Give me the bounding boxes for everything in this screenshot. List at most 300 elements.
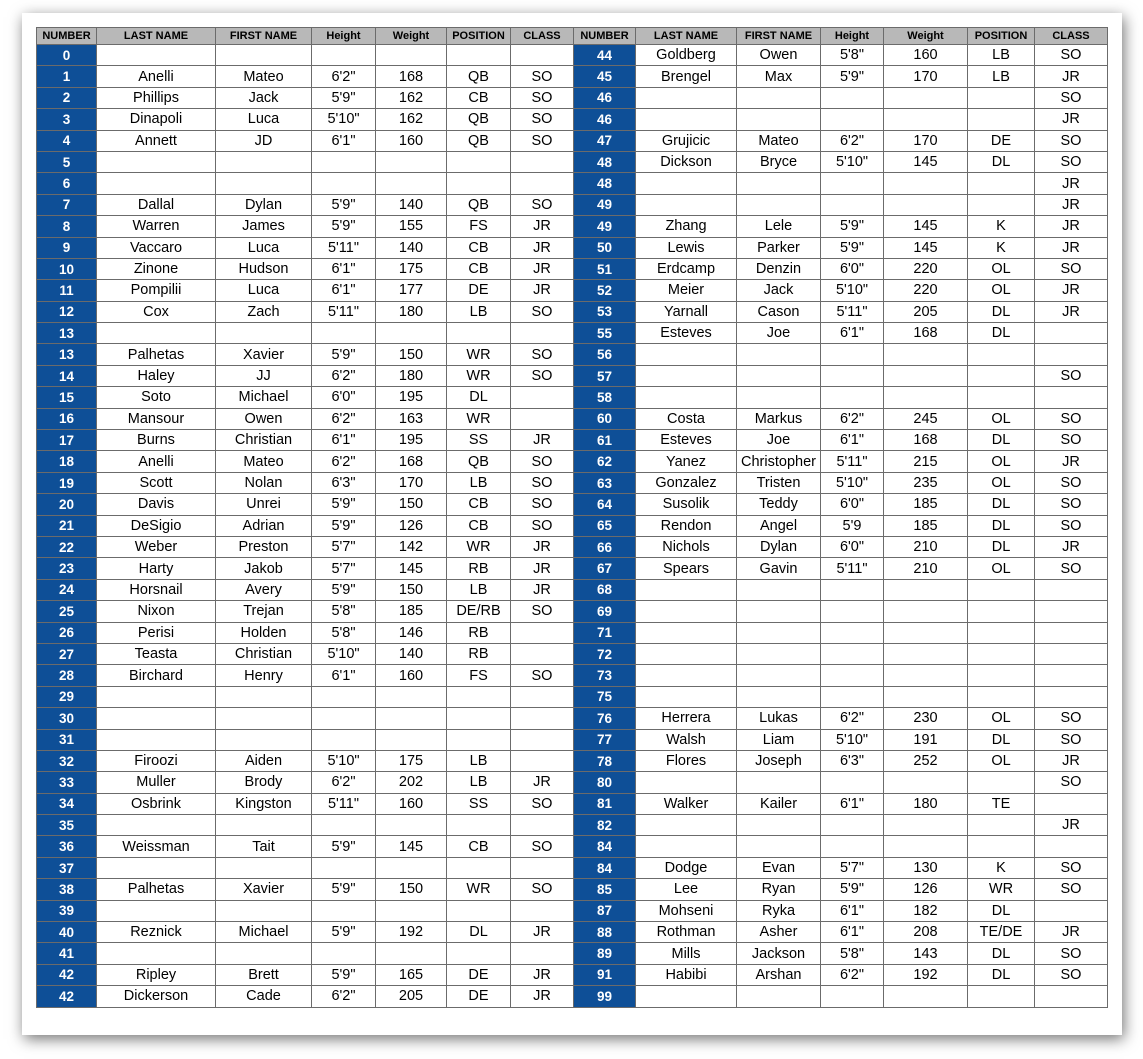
right-last-name-cell: Rothman xyxy=(636,922,737,943)
left-height-cell: 6'2" xyxy=(312,986,376,1007)
right-height-cell: 5'11" xyxy=(821,301,884,322)
right-weight-cell: 170 xyxy=(884,66,968,87)
right-number-cell: 64 xyxy=(574,494,636,515)
left-class-cell xyxy=(511,323,574,344)
left-class-cell: SO xyxy=(511,87,574,108)
right-weight-cell xyxy=(884,772,968,793)
right-position-cell: OL xyxy=(968,708,1035,729)
right-height-cell: 5'10" xyxy=(821,151,884,172)
table-row xyxy=(37,815,1108,836)
left-number-cell: 0 xyxy=(37,45,97,66)
right-weight-cell: 192 xyxy=(884,964,968,985)
left-number-cell: 40 xyxy=(37,922,97,943)
left-first-name-cell: Unrei xyxy=(216,494,312,515)
left-weight-cell: 160 xyxy=(376,665,447,686)
right-last-name-cell: Susolik xyxy=(636,494,737,515)
left-first-name-cell: Preston xyxy=(216,536,312,557)
left-class-cell xyxy=(511,943,574,964)
left-position-cell: WR xyxy=(447,344,511,365)
right-weight-cell: 126 xyxy=(884,879,968,900)
right-weight-cell: 168 xyxy=(884,323,968,344)
left-number-cell: 42 xyxy=(37,964,97,985)
left-last-name-cell: Firoozi xyxy=(97,750,216,771)
left-last-name-cell: Muller xyxy=(97,772,216,793)
right-class-cell xyxy=(1035,686,1108,707)
left-class-cell xyxy=(511,643,574,664)
right-last-name-cell: Dickson xyxy=(636,151,737,172)
left-last-name-cell: Harty xyxy=(97,558,216,579)
right-height-cell xyxy=(821,579,884,600)
right-height-cell: 6'2" xyxy=(821,708,884,729)
left-weight-cell: 150 xyxy=(376,494,447,515)
left-number-cell: 2 xyxy=(37,87,97,108)
left-position-cell: DE xyxy=(447,280,511,301)
right-number-cell: 62 xyxy=(574,451,636,472)
right-last-name-cell xyxy=(636,622,737,643)
right-weight-cell xyxy=(884,365,968,386)
left-first-name-cell: Avery xyxy=(216,579,312,600)
right-class-cell: SO xyxy=(1035,87,1108,108)
right-class-cell: SO xyxy=(1035,408,1108,429)
table-row xyxy=(37,857,1108,878)
right-number-cell: 48 xyxy=(574,173,636,194)
right-weight-cell: 180 xyxy=(884,793,968,814)
header-first-name: FIRST NAME xyxy=(216,28,312,45)
left-number-cell: 29 xyxy=(37,686,97,707)
right-first-name-cell xyxy=(737,986,821,1007)
right-number-cell: 44 xyxy=(574,45,636,66)
left-position-cell: DE xyxy=(447,986,511,1007)
table-row xyxy=(37,472,1108,493)
left-weight-cell: 145 xyxy=(376,836,447,857)
right-weight-cell: 185 xyxy=(884,494,968,515)
right-class-cell: SO xyxy=(1035,130,1108,151)
right-last-name-cell xyxy=(636,365,737,386)
right-weight-cell: 145 xyxy=(884,151,968,172)
table-row xyxy=(37,964,1108,985)
left-position-cell xyxy=(447,943,511,964)
right-first-name-cell: Max xyxy=(737,66,821,87)
right-height-cell: 5'9" xyxy=(821,216,884,237)
left-number-cell: 26 xyxy=(37,622,97,643)
left-weight-cell xyxy=(376,729,447,750)
left-weight-cell: 168 xyxy=(376,451,447,472)
left-last-name-cell: Phillips xyxy=(97,87,216,108)
left-position-cell: QB xyxy=(447,66,511,87)
left-position-cell: RB xyxy=(447,558,511,579)
left-class-cell: SO xyxy=(511,109,574,130)
right-first-name-cell: Lele xyxy=(737,216,821,237)
table-row xyxy=(37,365,1108,386)
right-number-cell: 51 xyxy=(574,258,636,279)
left-weight-cell: 168 xyxy=(376,66,447,87)
left-first-name-cell: Luca xyxy=(216,237,312,258)
table-row xyxy=(37,643,1108,664)
right-last-name-cell: Spears xyxy=(636,558,737,579)
right-position-cell xyxy=(968,344,1035,365)
right-height-cell: 5'10" xyxy=(821,472,884,493)
left-first-name-cell: Tait xyxy=(216,836,312,857)
left-height-cell: 5'8" xyxy=(312,601,376,622)
left-last-name-cell xyxy=(97,151,216,172)
left-class-cell xyxy=(511,151,574,172)
table-row xyxy=(37,601,1108,622)
left-last-name-cell: Anelli xyxy=(97,66,216,87)
left-first-name-cell: Luca xyxy=(216,280,312,301)
right-number-cell: 80 xyxy=(574,772,636,793)
left-height-cell: 6'1" xyxy=(312,280,376,301)
right-height-cell xyxy=(821,601,884,622)
header-weight: Weight xyxy=(884,28,968,45)
right-class-cell: SO xyxy=(1035,472,1108,493)
right-weight-cell xyxy=(884,387,968,408)
left-first-name-cell: Brett xyxy=(216,964,312,985)
right-position-cell: DE xyxy=(968,130,1035,151)
left-position-cell xyxy=(447,45,511,66)
right-position-cell: WR xyxy=(968,879,1035,900)
left-first-name-cell: Michael xyxy=(216,387,312,408)
right-class-cell xyxy=(1035,344,1108,365)
left-weight-cell xyxy=(376,708,447,729)
left-number-cell: 9 xyxy=(37,237,97,258)
right-last-name-cell: Grujicic xyxy=(636,130,737,151)
left-first-name-cell: Michael xyxy=(216,922,312,943)
right-position-cell: OL xyxy=(968,258,1035,279)
right-last-name-cell: Yanez xyxy=(636,451,737,472)
right-position-cell: OL xyxy=(968,280,1035,301)
left-height-cell: 6'2" xyxy=(312,451,376,472)
right-last-name-cell: Lee xyxy=(636,879,737,900)
right-position-cell: DL xyxy=(968,536,1035,557)
left-last-name-cell xyxy=(97,323,216,344)
left-position-cell: QB xyxy=(447,451,511,472)
left-class-cell: SO xyxy=(511,66,574,87)
left-last-name-cell xyxy=(97,173,216,194)
left-height-cell xyxy=(312,173,376,194)
right-class-cell xyxy=(1035,601,1108,622)
right-height-cell xyxy=(821,344,884,365)
right-class-cell: SO xyxy=(1035,879,1108,900)
right-last-name-cell: Habibi xyxy=(636,964,737,985)
left-first-name-cell: Holden xyxy=(216,622,312,643)
right-last-name-cell xyxy=(636,173,737,194)
left-last-name-cell: Palhetas xyxy=(97,344,216,365)
right-weight-cell: 205 xyxy=(884,301,968,322)
left-height-cell: 5'10" xyxy=(312,109,376,130)
right-position-cell: LB xyxy=(968,45,1035,66)
left-weight-cell: 192 xyxy=(376,922,447,943)
left-last-name-cell xyxy=(97,857,216,878)
left-height-cell: 5'9" xyxy=(312,922,376,943)
left-weight-cell: 140 xyxy=(376,194,447,215)
right-first-name-cell: Joe xyxy=(737,323,821,344)
left-last-name-cell: Horsnail xyxy=(97,579,216,600)
left-weight-cell xyxy=(376,943,447,964)
right-height-cell: 6'1" xyxy=(821,430,884,451)
left-number-cell: 17 xyxy=(37,430,97,451)
right-last-name-cell xyxy=(636,836,737,857)
header-position: POSITION xyxy=(447,28,511,45)
right-last-name-cell: Walker xyxy=(636,793,737,814)
right-height-cell: 6'2" xyxy=(821,408,884,429)
right-class-cell xyxy=(1035,643,1108,664)
right-number-cell: 55 xyxy=(574,323,636,344)
right-number-cell: 48 xyxy=(574,151,636,172)
left-class-cell xyxy=(511,408,574,429)
left-height-cell: 5'9" xyxy=(312,964,376,985)
left-first-name-cell: Henry xyxy=(216,665,312,686)
left-position-cell: SS xyxy=(447,793,511,814)
right-class-cell: SO xyxy=(1035,45,1108,66)
left-class-cell: JR xyxy=(511,430,574,451)
left-weight-cell xyxy=(376,686,447,707)
left-height-cell: 5'11" xyxy=(312,301,376,322)
left-class-cell xyxy=(511,815,574,836)
right-number-cell: 81 xyxy=(574,793,636,814)
right-position-cell xyxy=(968,836,1035,857)
left-first-name-cell: Owen xyxy=(216,408,312,429)
right-position-cell: LB xyxy=(968,66,1035,87)
right-height-cell: 6'1" xyxy=(821,900,884,921)
left-last-name-cell: Pompilii xyxy=(97,280,216,301)
right-height-cell: 6'1" xyxy=(821,922,884,943)
left-height-cell: 5'9" xyxy=(312,494,376,515)
left-last-name-cell: Davis xyxy=(97,494,216,515)
left-class-cell: SO xyxy=(511,601,574,622)
left-height-cell xyxy=(312,686,376,707)
left-height-cell: 6'1" xyxy=(312,430,376,451)
right-last-name-cell xyxy=(636,344,737,365)
left-height-cell: 6'2" xyxy=(312,408,376,429)
left-position-cell: LB xyxy=(447,772,511,793)
left-number-cell: 14 xyxy=(37,365,97,386)
left-number-cell: 22 xyxy=(37,536,97,557)
right-number-cell: 46 xyxy=(574,109,636,130)
right-first-name-cell: Jackson xyxy=(737,943,821,964)
table-row xyxy=(37,943,1108,964)
right-class-cell: SO xyxy=(1035,943,1108,964)
left-last-name-cell: Mansour xyxy=(97,408,216,429)
right-class-cell xyxy=(1035,387,1108,408)
left-last-name-cell: Ripley xyxy=(97,964,216,985)
left-weight-cell: 150 xyxy=(376,579,447,600)
right-position-cell xyxy=(968,173,1035,194)
right-class-cell xyxy=(1035,622,1108,643)
right-weight-cell: 252 xyxy=(884,750,968,771)
left-weight-cell: 162 xyxy=(376,109,447,130)
left-class-cell: JR xyxy=(511,579,574,600)
right-number-cell: 50 xyxy=(574,237,636,258)
right-first-name-cell: Ryka xyxy=(737,900,821,921)
left-last-name-cell: Perisi xyxy=(97,622,216,643)
right-position-cell xyxy=(968,665,1035,686)
header-weight: Weight xyxy=(376,28,447,45)
left-height-cell: 6'3" xyxy=(312,472,376,493)
left-weight-cell: 175 xyxy=(376,258,447,279)
left-position-cell: FS xyxy=(447,216,511,237)
right-weight-cell xyxy=(884,622,968,643)
right-weight-cell: 210 xyxy=(884,536,968,557)
right-position-cell: DL xyxy=(968,323,1035,344)
right-class-cell: JR xyxy=(1035,173,1108,194)
left-number-cell: 31 xyxy=(37,729,97,750)
left-last-name-cell: DeSigio xyxy=(97,515,216,536)
left-last-name-cell xyxy=(97,45,216,66)
left-position-cell: DE/RB xyxy=(447,601,511,622)
right-height-cell xyxy=(821,173,884,194)
left-position-cell: RB xyxy=(447,643,511,664)
left-weight-cell: 160 xyxy=(376,130,447,151)
left-class-cell: JR xyxy=(511,258,574,279)
left-weight-cell: 150 xyxy=(376,879,447,900)
right-class-cell xyxy=(1035,836,1108,857)
left-position-cell xyxy=(447,857,511,878)
right-number-cell: 84 xyxy=(574,836,636,857)
left-number-cell: 37 xyxy=(37,857,97,878)
left-position-cell: QB xyxy=(447,194,511,215)
right-height-cell xyxy=(821,815,884,836)
header-first-name: FIRST NAME xyxy=(737,28,821,45)
left-position-cell: LB xyxy=(447,301,511,322)
left-class-cell xyxy=(511,622,574,643)
right-weight-cell: 235 xyxy=(884,472,968,493)
table-row xyxy=(37,194,1108,215)
right-height-cell: 5'7" xyxy=(821,857,884,878)
left-class-cell: SO xyxy=(511,879,574,900)
left-first-name-cell: Aiden xyxy=(216,750,312,771)
left-weight-cell: 205 xyxy=(376,986,447,1007)
left-last-name-cell: Reznick xyxy=(97,922,216,943)
right-position-cell: DL xyxy=(968,943,1035,964)
header-number: NUMBER xyxy=(37,28,97,45)
right-number-cell: 71 xyxy=(574,622,636,643)
left-weight-cell: 180 xyxy=(376,301,447,322)
left-weight-cell: 145 xyxy=(376,558,447,579)
left-number-cell: 20 xyxy=(37,494,97,515)
table-row xyxy=(37,66,1108,87)
left-number-cell: 23 xyxy=(37,558,97,579)
left-first-name-cell xyxy=(216,151,312,172)
left-height-cell xyxy=(312,729,376,750)
left-height-cell xyxy=(312,815,376,836)
right-first-name-cell xyxy=(737,643,821,664)
right-first-name-cell xyxy=(737,686,821,707)
right-height-cell xyxy=(821,665,884,686)
left-position-cell xyxy=(447,151,511,172)
right-height-cell xyxy=(821,836,884,857)
right-height-cell xyxy=(821,365,884,386)
table-row xyxy=(37,536,1108,557)
right-last-name-cell: Dodge xyxy=(636,857,737,878)
right-weight-cell xyxy=(884,815,968,836)
left-class-cell xyxy=(511,708,574,729)
left-height-cell xyxy=(312,151,376,172)
right-number-cell: 66 xyxy=(574,536,636,557)
left-number-cell: 33 xyxy=(37,772,97,793)
right-weight-cell: 143 xyxy=(884,943,968,964)
right-class-cell: SO xyxy=(1035,258,1108,279)
table-row xyxy=(37,173,1108,194)
left-number-cell: 27 xyxy=(37,643,97,664)
left-position-cell: CB xyxy=(447,237,511,258)
right-number-cell: 91 xyxy=(574,964,636,985)
left-first-name-cell: Adrian xyxy=(216,515,312,536)
roster-sheet xyxy=(22,13,1122,1035)
right-class-cell xyxy=(1035,579,1108,600)
left-first-name-cell: Christian xyxy=(216,430,312,451)
right-position-cell xyxy=(968,772,1035,793)
right-number-cell: 76 xyxy=(574,708,636,729)
left-class-cell xyxy=(511,900,574,921)
right-weight-cell: 160 xyxy=(884,45,968,66)
right-height-cell: 6'2" xyxy=(821,130,884,151)
right-weight-cell: 230 xyxy=(884,708,968,729)
right-number-cell: 67 xyxy=(574,558,636,579)
left-height-cell: 6'2" xyxy=(312,772,376,793)
right-first-name-cell: Markus xyxy=(737,408,821,429)
right-weight-cell: 220 xyxy=(884,258,968,279)
left-last-name-cell: Dallal xyxy=(97,194,216,215)
right-weight-cell xyxy=(884,686,968,707)
left-weight-cell: 140 xyxy=(376,237,447,258)
right-height-cell xyxy=(821,387,884,408)
right-class-cell: JR xyxy=(1035,194,1108,215)
table-row xyxy=(37,922,1108,943)
left-height-cell: 5'11" xyxy=(312,793,376,814)
right-last-name-cell: Erdcamp xyxy=(636,258,737,279)
left-number-cell: 15 xyxy=(37,387,97,408)
right-class-cell: SO xyxy=(1035,151,1108,172)
left-class-cell xyxy=(511,387,574,408)
left-weight-cell: 177 xyxy=(376,280,447,301)
left-first-name-cell: Xavier xyxy=(216,879,312,900)
left-number-cell: 41 xyxy=(37,943,97,964)
table-row xyxy=(37,216,1108,237)
left-number-cell: 1 xyxy=(37,66,97,87)
right-number-cell: 63 xyxy=(574,472,636,493)
right-first-name-cell: Asher xyxy=(737,922,821,943)
right-number-cell: 73 xyxy=(574,665,636,686)
right-height-cell: 5'8" xyxy=(821,943,884,964)
left-position-cell xyxy=(447,708,511,729)
right-weight-cell xyxy=(884,665,968,686)
right-class-cell: JR xyxy=(1035,216,1108,237)
left-class-cell: SO xyxy=(511,301,574,322)
left-class-cell: SO xyxy=(511,451,574,472)
left-class-cell: SO xyxy=(511,515,574,536)
table-row xyxy=(37,151,1108,172)
table-row xyxy=(37,323,1108,344)
right-position-cell xyxy=(968,579,1035,600)
left-first-name-cell: Cade xyxy=(216,986,312,1007)
left-position-cell: QB xyxy=(447,130,511,151)
left-last-name-cell: Burns xyxy=(97,430,216,451)
left-class-cell: JR xyxy=(511,772,574,793)
right-first-name-cell xyxy=(737,387,821,408)
right-number-cell: 87 xyxy=(574,900,636,921)
table-row xyxy=(37,301,1108,322)
table-row xyxy=(37,344,1108,365)
left-class-cell: JR xyxy=(511,280,574,301)
right-height-cell: 6'3" xyxy=(821,750,884,771)
left-weight-cell: 150 xyxy=(376,344,447,365)
left-first-name-cell: Christian xyxy=(216,643,312,664)
right-height-cell: 6'0" xyxy=(821,494,884,515)
left-height-cell: 5'10" xyxy=(312,643,376,664)
right-position-cell xyxy=(968,986,1035,1007)
left-class-cell: JR xyxy=(511,922,574,943)
right-position-cell xyxy=(968,109,1035,130)
